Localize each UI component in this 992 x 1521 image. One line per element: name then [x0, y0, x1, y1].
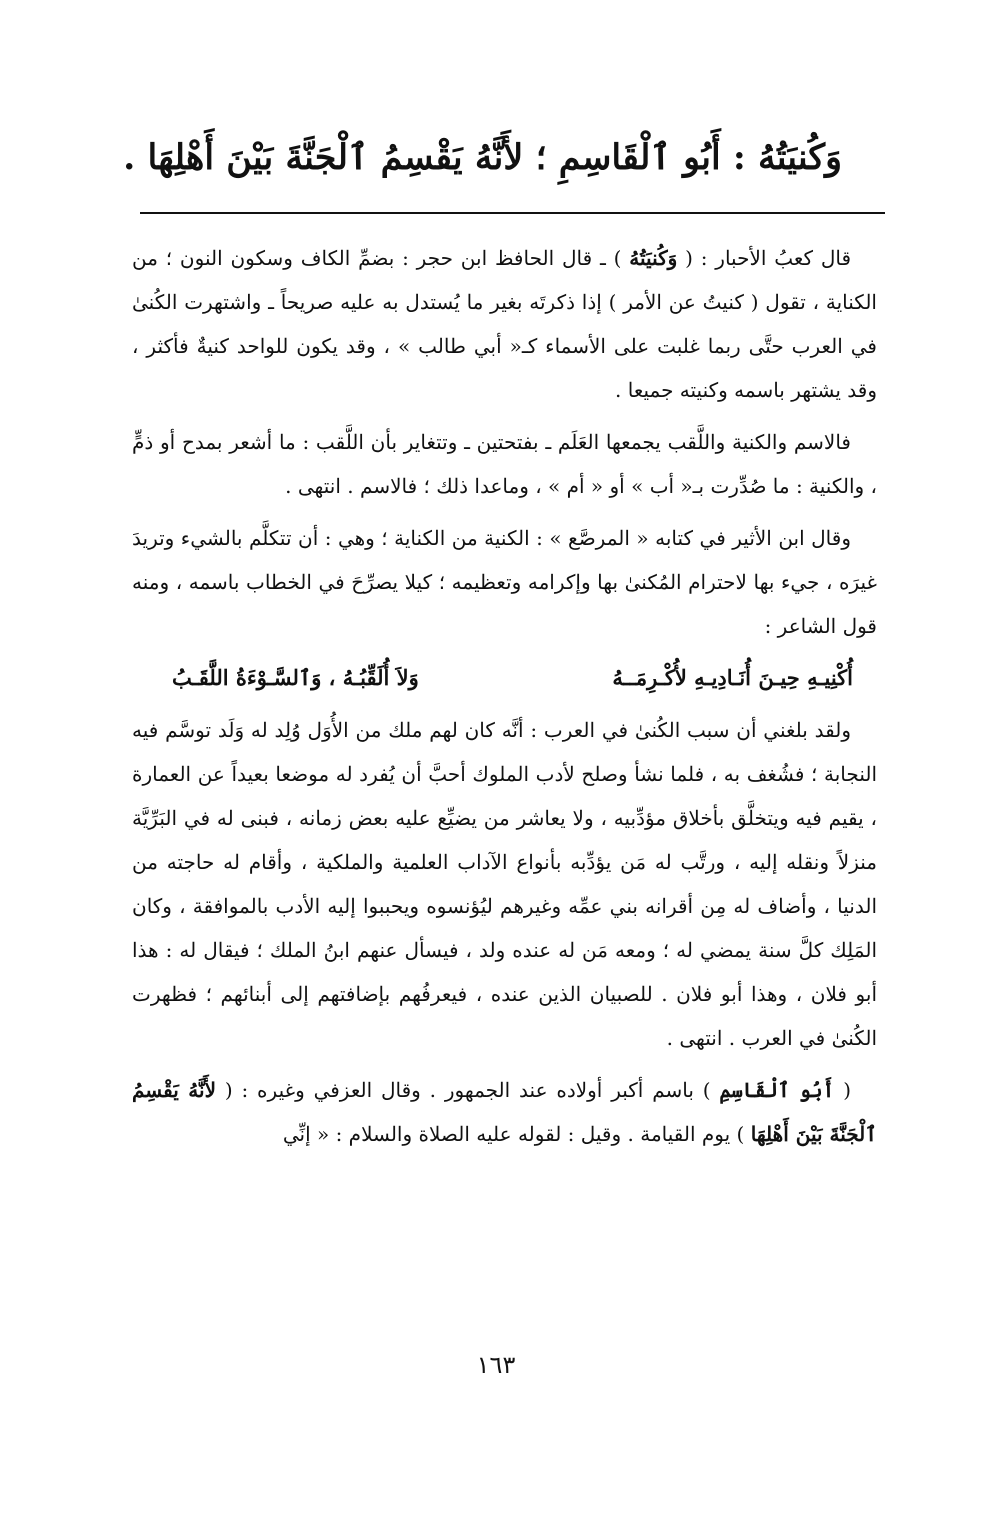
commentary [132, 236, 877, 1164]
paragraph-abu-al-qasim [132, 1068, 877, 1156]
page-number: ١٦٣ [476, 1351, 516, 1379]
quoted-term: لأَنَّهُ يَقْسِمُ ٱلْجَنَّةَ بَيْنَ أَهْلِهَا [132, 1078, 877, 1146]
text-segment: ) باسم أكبر أولاده عند الجمهور . وقال العزفي وغيره : ( [224, 1078, 711, 1102]
verse-first-hemistich: أُكْنِيـهِ حِيـنَ أُنَـادِيـهِ لأُكْـرِمَــهُ [612, 665, 853, 690]
verse-second-hemistich: وَلاَ أُلَقِّبُـهُ ، وَٱلسَّـوْءَةُ اللَّقَـبُ [172, 665, 419, 690]
hadith-text: وَكُنيَتُهُ : أَبُو ٱلْقَاسِمِ ؛ لأَنَّهُ يَقْسِمُ ٱلْجَنَّةَ بَيْنَ أَهْلِهَا . [123, 137, 842, 178]
quoted-term: وَكُنيَتُهُ [629, 246, 678, 270]
text-segment: قال كعبُ الأحبار : ( [685, 246, 852, 270]
text-segment: ( [843, 1078, 851, 1102]
paragraph-kunya-definition [132, 236, 877, 412]
paragraph-ibn-athir: وقال ابن الأثير في كتابه « المرصَّع » : الكنية من الكناية ؛ وهي : أن تتكلَّم بالشيء وتريدَ غيرَه ، جيء بها لاحترام المُكنىٰ بها وإكرامه وتعظيمه ؛ كيلا يصرِّحَ في الخطاب باسمه ، ومنه قول الشاعر : [132, 526, 877, 638]
paragraph-name-kunya-laqab: فالاسم والكنية واللَّقب يجمعها العَلَم ـ بفتحتين ـ وتتغاير بأن اللَّقب : ما أشعر بمدح أو ذمٍّ ، والكنية : ما صُدِّرت بـ« أب » أو « أم » ، وماعدا ذلك ؛ فالاسم . انتهى . [132, 430, 877, 498]
quoted-term: أَبُو ٱلْقَاسِمِ [719, 1078, 835, 1102]
separator-rule [140, 212, 885, 214]
paragraph-origin-of-kunya: ولقد بلغني أن سبب الكُنىٰ في العرب : أنَّه كان لهم ملك من الأُوَل وُلِد له وَلَد توسَّم فيه النجابة ؛ فشُغف به ، فلما نشأ وصلح لأدب الملوك أحبَّ أن يُفرد له موضعا بعيداً عن العمارة ، يقيم فيه ويتخلَّق بأخلاق مؤدِّبيه ، ولا يعاشر من يضيِّع عليه بعض زمانه ، فبنى له في البَرِّيَّة منزلاً ونقله إليه ، ورتَّب له مَن يؤدِّبه بأنواع الآداب العلمية والملكية ، وأقام له حاجته من الدنيا ، وأضاف له مِن أقرانه بني عمِّه وغيرهم ليُؤنسوه ويحببوا إليه الأدب بالموافقة ، وكان المَلِك كلَّ سنة يمضي له ؛ ومعه مَن له عنده ولد ، فيسأل عنهم ابنُ الملك ؛ فيقال له : هذا أبو فلان ، وهذا أبو فلان . للصبيان الذين عنده ، فيعرفُهم بإضافتهم إلى أبنائهم ؛ فظهرت الكُنىٰ في العرب . انتهى . [132, 718, 878, 1050]
text-segment: ) يوم القيامة . وقيل : لقوله عليه الصلاة والسلام : « إنِّي [282, 1122, 745, 1146]
text-segment: ) ـ قال الحافظ ابن حجر : بضمِّ الكاف وسكون النون ؛ من الكناية ، تقول ( كنيتُ عن الأمر ) إذا ذكرتَه بغير ما يُستدل به عليه صريحاً ـ واشتهرت الكُنىٰ في العرب حتَّى ربما غلبت على الأسماء كـ« أبي طالب » ، وقد يكون للواحد كنيةٌ فأكثر ، وقد يشتهر باسمه وكنيته جميعا . [132, 246, 877, 402]
poetry-verse [132, 656, 877, 700]
